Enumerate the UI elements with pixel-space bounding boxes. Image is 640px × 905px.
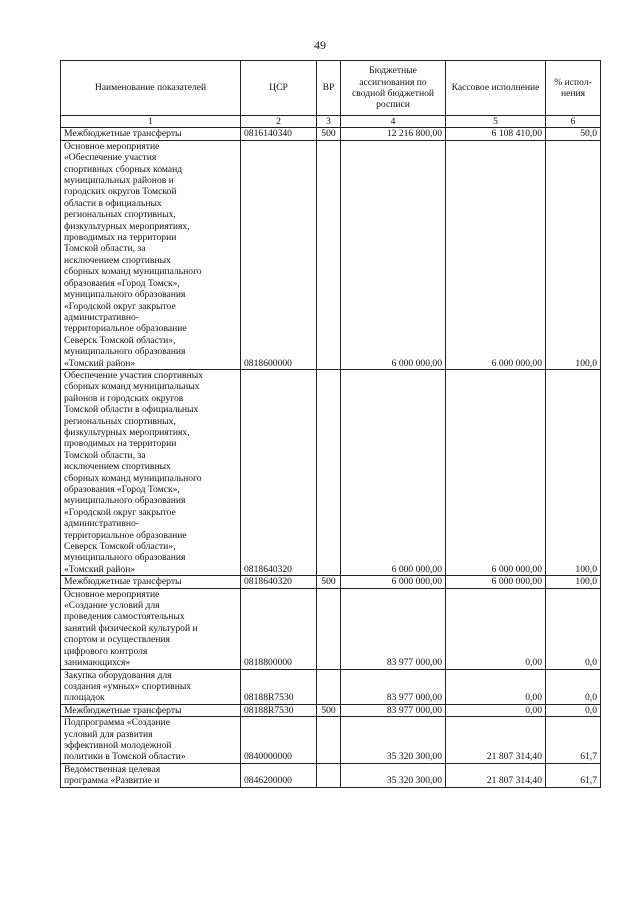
row-budget-amount: 6 000 000,00 xyxy=(341,369,446,575)
row-execution-percent: 100,0 xyxy=(546,369,601,575)
column-number-row xyxy=(61,116,601,128)
row-execution-percent: 61,7 xyxy=(546,763,601,787)
header-csr: ЦСР xyxy=(241,61,317,116)
row-budget-amount: 6 000 000,00 xyxy=(341,140,446,369)
row-execution-percent: 100,0 xyxy=(546,576,601,588)
row-vr-code: 500 xyxy=(317,704,341,716)
header-name: Наименование показателей xyxy=(61,61,241,116)
row-execution-amount: 0,00 xyxy=(446,588,546,669)
table-row xyxy=(61,128,601,140)
row-execution-percent: 100,0 xyxy=(546,140,601,369)
row-name: Межбюджетные трансферты xyxy=(61,704,241,716)
row-name: Закупка оборудования для создания «умных» спортивных площадок xyxy=(61,669,241,704)
column-number: 6 xyxy=(546,116,601,128)
row-execution-percent: 50,0 xyxy=(546,128,601,140)
row-execution-amount: 0,00 xyxy=(446,669,546,704)
row-budget-amount: 35 320 300,00 xyxy=(341,763,446,787)
row-name: Основное мероприятие «Обеспечение участия спортивных сборных команд муниципальных районов и городских округов Томской области в официальных региональных спортивных, физкультурных мероприятиях, проводимых на территории Томской области, за исключением спортивных сборных команд муниципального образования «Город Томск», муниципального образования «Городской округ закрытое административно- территориальное образование Северск Томской области», муниципального образования «Томский район» xyxy=(61,140,241,369)
header-budget: Бюджетные ассигнования по сводной бюджетной росписи xyxy=(341,61,446,116)
row-budget-amount: 6 000 000,00 xyxy=(341,576,446,588)
row-name: Межбюджетные трансферты xyxy=(61,576,241,588)
row-vr-code: 500 xyxy=(317,128,341,140)
row-budget-amount: 35 320 300,00 xyxy=(341,717,446,764)
row-execution-amount: 6 000 000,00 xyxy=(446,576,546,588)
table-row xyxy=(61,369,601,575)
table-row xyxy=(61,576,601,588)
row-name: Обеспечение участия спортивных сборных команд муниципальных районов и городских округов Томской области в официальных региональных спортивных, физкультурных мероприятиях, проводимых на территории Томской области, за исключением спортивных сборных команд муниципального образования «Город Томск», муниципального образования «Городской округ закрытое административно- территориальное образование Северск Томской области», муниципального образования «Томский район» xyxy=(61,369,241,575)
row-name: Подпрограмма «Создание условий для развития эффективной молодежной политики в Томской области» xyxy=(61,717,241,764)
table-row xyxy=(61,763,601,787)
header-vr: ВР xyxy=(317,61,341,116)
row-budget-amount: 83 977 000,00 xyxy=(341,704,446,716)
row-csr-code: 0840000000 xyxy=(241,717,317,764)
row-budget-amount: 12 216 800,00 xyxy=(341,128,446,140)
row-csr-code: 0846200000 xyxy=(241,763,317,787)
row-execution-percent: 0,0 xyxy=(546,669,601,704)
row-execution-amount: 0,00 xyxy=(446,704,546,716)
row-execution-amount: 6 108 410,00 xyxy=(446,128,546,140)
table-row xyxy=(61,588,601,669)
row-vr-code xyxy=(317,669,341,704)
header-execution: Кассовое исполнение xyxy=(446,61,546,116)
row-execution-percent: 0,0 xyxy=(546,704,601,716)
row-vr-code xyxy=(317,588,341,669)
row-execution-amount: 6 000 000,00 xyxy=(446,140,546,369)
row-name: Ведомственная целевая программа «Развитие и xyxy=(61,763,241,787)
row-name: Основное мероприятие «Создание условий для проведения самостоятельных занятий физической культурой и спортом и осуществления цифрового контроля занимающихся» xyxy=(61,588,241,669)
row-execution-amount: 21 807 314,40 xyxy=(446,717,546,764)
table-body xyxy=(61,128,601,787)
header-row xyxy=(61,61,601,116)
table-row xyxy=(61,669,601,704)
row-vr-code xyxy=(317,369,341,575)
row-vr-code: 500 xyxy=(317,576,341,588)
row-execution-amount: 6 000 000,00 xyxy=(446,369,546,575)
row-name: Межбюджетные трансферты xyxy=(61,128,241,140)
row-budget-amount: 83 977 000,00 xyxy=(341,669,446,704)
column-number: 2 xyxy=(241,116,317,128)
row-csr-code: 0818600000 xyxy=(241,140,317,369)
row-vr-code xyxy=(317,763,341,787)
row-vr-code xyxy=(317,717,341,764)
page-number: 49 xyxy=(314,38,326,52)
row-csr-code: 0818640320 xyxy=(241,576,317,588)
row-budget-amount: 83 977 000,00 xyxy=(341,588,446,669)
table-row xyxy=(61,140,601,369)
row-execution-percent: 61,7 xyxy=(546,717,601,764)
row-csr-code: 0816140340 xyxy=(241,128,317,140)
table-row xyxy=(61,704,601,716)
row-csr-code: 0818640320 xyxy=(241,369,317,575)
row-vr-code xyxy=(317,140,341,369)
budget-execution-table xyxy=(60,60,601,788)
row-csr-code: 0818800000 xyxy=(241,588,317,669)
row-csr-code: 08188R7530 xyxy=(241,704,317,716)
row-execution-percent: 0,0 xyxy=(546,588,601,669)
column-number: 1 xyxy=(61,116,241,128)
row-execution-amount: 21 807 314,40 xyxy=(446,763,546,787)
row-csr-code: 08188R7530 xyxy=(241,669,317,704)
column-number: 5 xyxy=(446,116,546,128)
column-number: 4 xyxy=(341,116,446,128)
table-row xyxy=(61,717,601,764)
column-number: 3 xyxy=(317,116,341,128)
header-percent: % испол-нения xyxy=(546,61,601,116)
